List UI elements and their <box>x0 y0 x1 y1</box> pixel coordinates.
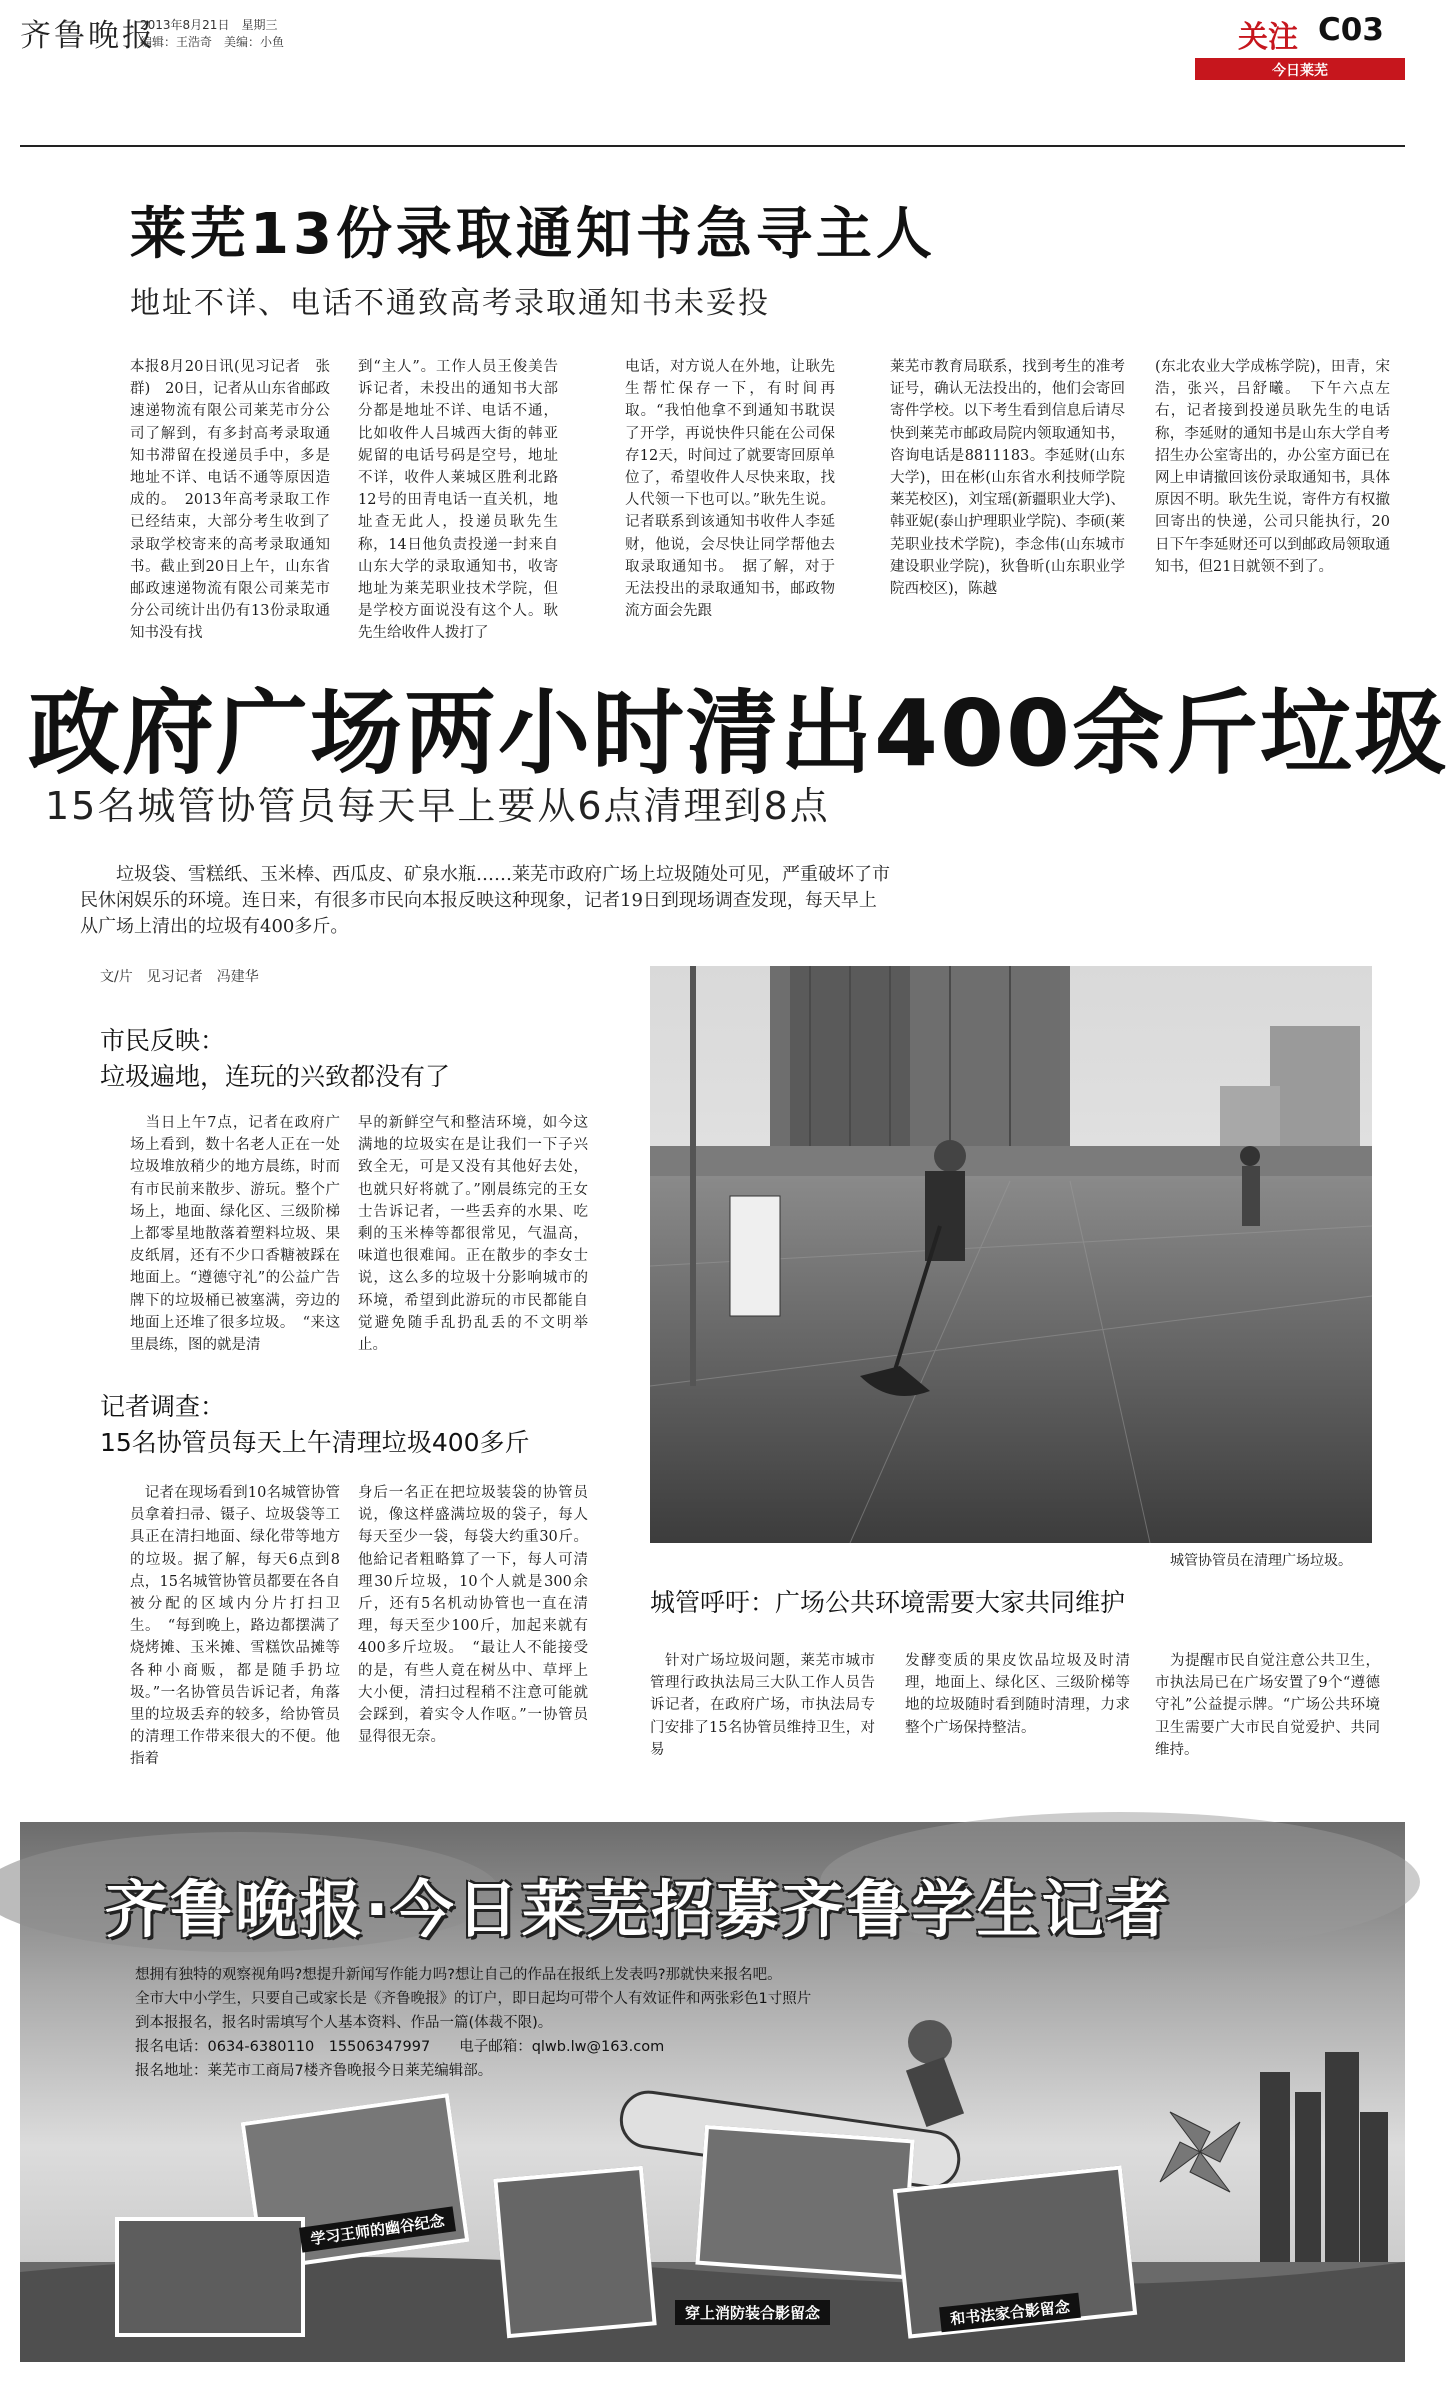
story1-column-2: 到“主人”。工作人员王俊美告诉记者，未投出的通知书大部分都是地址不详、电话不通，比如收件人吕城西大街的韩亚妮留的电话号码是空号，地址不详，收件人莱城区胜利北路12号的田青电话一直关机，地址查无此人，投递员耿先生称，14日他负责投递一封来自山东大学的录取通知书，收寄地址为莱芜职业技术学院，但是学校方面说没有这个人。耿先生给收件人拨打了 <box>358 359 558 642</box>
issue-date: 2013年8月21日 星期三 <box>140 18 278 32</box>
section3-heading-text: 广场公共环境需要大家共同维护 <box>775 1588 1126 1617</box>
newspaper-logo: 齐鲁晚报 <box>20 18 156 54</box>
student-reporter-ad <box>20 1822 1405 2362</box>
ad-line-1: 想拥有独特的观察视角吗?想提升新闻写作能力吗?想让自己的作品在报纸上发表吗?那就快来报名吧。 <box>135 1967 782 1983</box>
section2-column-2: 身后一名正在把垃圾装袋的协管员说，像这样盛满垃圾的袋子，每人每天至少一袋，每袋大约重30斤。他給记者粗略算了一下，每人可清理30斤垃圾，10个人就是300余斤，还有5名机动协管也一直在清理，每天至少100斤，加起来就有400多斤垃圾。 “最让人不能接受的是，有些人竟在树丛中、草坪上大小便，清扫过程稍不注意可能就会踩到，着实令人作呕。”一协管员显得很无奈。 <box>358 1485 588 1746</box>
ad-line-3: 到本报报名，报名时需填写个人基本资料、作品一篇(体裁不限)。 <box>135 2015 553 2031</box>
ad-photo-2 <box>115 2217 305 2337</box>
story1-column-1: 本报8月20日讯(见习记者 张群) 20日，记者从山东省邮政速递物流有限公司莱芜市分公司了解到，有多封高考录取通知书滞留在投递员手中，多是地址不详、电话不通等原因造成的。 2013年高考录取工作已经结束，大部分考生收到了录取学校寄来的高考录取通知书。截止到20日上午，山东省邮政速递物流有限公司莱芜市分公司统计出仍有13份录取通知书没有找 <box>130 359 330 642</box>
section2-kicker: 记者调查： <box>100 1392 226 1421</box>
ad-photo-3 <box>493 2166 656 2338</box>
story1-column-4: 莱芜市教育局联系，找到考生的准考证号，确认无法投出的，他们会寄回寄件学校。以下考生看到信息后请尽快到莱芜市邮政局院内领取通知书，咨询电话是8811183。李延财(山东大学)，田在彬(山东省水利技师学院莱芜校区)，刘宝瑶(新疆职业大学)、韩亚妮(泰山护理职业学院)、李硕(莱芜职业技术学院)，李念伟(山东城市建设职业学院)，狄鲁昕(山东职业学院西校区)，陈越 <box>890 359 1125 598</box>
section3-column-2: 发酵变质的果皮饮品垃圾及时清理，地面上、绿化区、三级阶梯等地的垃圾随时看到随时清理，力求整个广场保持整洁。 <box>905 1653 1130 1736</box>
story2-subheadline: 15名城管协管员每天早上要从6点清理到8点 <box>45 784 830 828</box>
section1-column-2: 早的新鲜空气和整洁环境，如今这满地的垃圾实在是让我们一下子兴致全无，可是又没有其他好去处，也就只好将就了。”刚晨练完的王女士告诉记者，一些丢弃的水果、吃剩的玉米棒等都很常见，气温高，味道也很难闻。正在散步的李女士说，这么多的垃圾十分影响城市的环境，希望到此游玩的市民都能自觉避免随手乱扔乱丢的不文明举止。 <box>358 1115 588 1354</box>
photo-caption: 城管协管员在清理广场垃圾。 <box>1170 1553 1352 1569</box>
editor-credits: 编辑：王浩奇 美编：小鱼 <box>140 35 285 49</box>
story1-column-3: 电话，对方说人在外地，让耿先生帮忙保存一下，有时间再取。“我怕他拿不到通知书耽误了开学，再说快件只能在公司保存12天，时间过了就要寄回原单位了，希望收件人尽快来取，找人代领一下也可以。”耿先生说。记者联系到该通知书收件人李延财，他说，会尽快让同学帮他去取录取通知书。 据了解，对于无法投出的录取通知书，邮政物流方面会先跟 <box>625 359 835 620</box>
header-rule <box>20 145 1405 147</box>
section3-kicker: 城管呼吁： <box>650 1588 776 1617</box>
story2-lead: 垃圾袋、雪糕纸、玉米棒、西瓜皮、矿泉水瓶……莱芜市政府广场上垃圾随处可见，严重破坏了市民休闲娱乐的环境。连日来，有很多市民向本报反映这种现象，记者19日到现场调查发现，每天早上从广场上清出的垃圾有400多斤。 <box>80 864 890 937</box>
story1-column-5: (东北农业大学成栋学院)，田青，宋浩，张兴，吕舒曦。 下午六点左右，记者接到投递员耿先生的电话称，李延财的通知书是山东大学自考招生办公室寄出的，办公室方面已在网上申请撤回该份录取通知书，具体原因不明。耿先生说，寄件方有权撤回寄出的快递，公司只能执行，20日下午李延财还可以到邮政局领取通知书，但21日就领不到了。 <box>1155 359 1390 575</box>
section3-column-1: 针对广场垃圾问题，莱芜市城市管理行政执法局三大队工作人员告诉记者，在政府广场，市执法局专门安排了15名协管员维持卫生，对易 <box>650 1653 875 1758</box>
section1-kicker: 市民反映： <box>100 1026 226 1055</box>
section1-heading: 垃圾遍地，连玩的兴致都没有了 <box>100 1062 451 1091</box>
photo-illustration <box>650 966 1372 1543</box>
story1-subheadline: 地址不详、电话不通致高考录取通知书未妥投 <box>130 286 770 321</box>
section3-heading <box>650 1586 1125 1620</box>
section-name: 关注 <box>1238 20 1298 55</box>
story1-headline: 莱芜13份录取通知书急寻主人 <box>130 202 936 267</box>
square-cleaning-photo <box>650 966 1372 1543</box>
section2-heading: 15名协管员每天上午清理垃圾400多斤 <box>100 1428 530 1457</box>
ad-photo-4 <box>695 2125 914 2279</box>
ad-headline: 齐鲁晚报·今日莱芜招募齐鲁学生记者 <box>105 1873 1172 1946</box>
ad-contact: 报名电话：0634-6380110 15506347997 电子邮箱：qlwb.lw@163.com <box>135 2039 665 2055</box>
page-number: C03 <box>1318 12 1384 48</box>
ad-photo-tag-1: 学习王师的幽谷纪念 <box>299 2206 456 2252</box>
section1-column-1: 当日上午7点，记者在政府广场上看到，数十名老人正在一处垃圾堆放稍少的地方晨练，时而有市民前来散步、游玩。整个广场上，地面、绿化区、三级阶梯上都零星地散落着塑料垃圾、果皮纸屑，还有不少口香糖被踩在地面上。“遵德守礼”的公益广告牌下的垃圾桶已被塞满，旁边的地面上还堆了很多垃圾。 “来这里晨练，图的就是清 <box>130 1115 340 1354</box>
ad-address: 报名地址：莱芜市工商局7楼齐鲁晚报今日莱芜编辑部。 <box>135 2063 493 2079</box>
story2-byline: 文/片 见习记者 冯建华 <box>100 969 259 985</box>
ad-photo-tag-3: 和书法家合影留念 <box>939 2293 1081 2332</box>
section2-column-1: 记者在现场看到10名城管协管员拿着扫帚、镊子、垃圾袋等工具正在清扫地面、绿化带等地方的垃圾。据了解，每天6点到8点，15名城管协管员都要在各自被分配的区域内分片打扫卫生。 “每到晚上，路边都摆满了烧烤摊、玉米摊、雪糕饮品摊等各种小商贩，都是随手扔垃圾。”一名协管员告诉记者，角落里的垃圾丢弃的较多，给协管员的清理工作带来很大的不便。他指着 <box>130 1485 340 1768</box>
section3-column-3: 为提醒市民自觉注意公共卫生，市执法局已在广场安置了9个“遵德守礼”公益提示牌。“广场公共环境卫生需要广大市民自觉爱护、共同维持。 <box>1155 1653 1380 1758</box>
ad-line-2: 全市大中小学生，只要自己或家长是《齐鲁晚报》的订户，即日起均可带个人有效证件和两张彩色1寸照片 <box>135 1991 812 2007</box>
ad-photo-tag-2: 穿上消防装合影留念 <box>675 2300 830 2325</box>
edition-name: 今日莱芜 <box>1272 63 1328 79</box>
story2-headline: 政府广场两小时清出400余斤垃圾 <box>28 680 1448 787</box>
